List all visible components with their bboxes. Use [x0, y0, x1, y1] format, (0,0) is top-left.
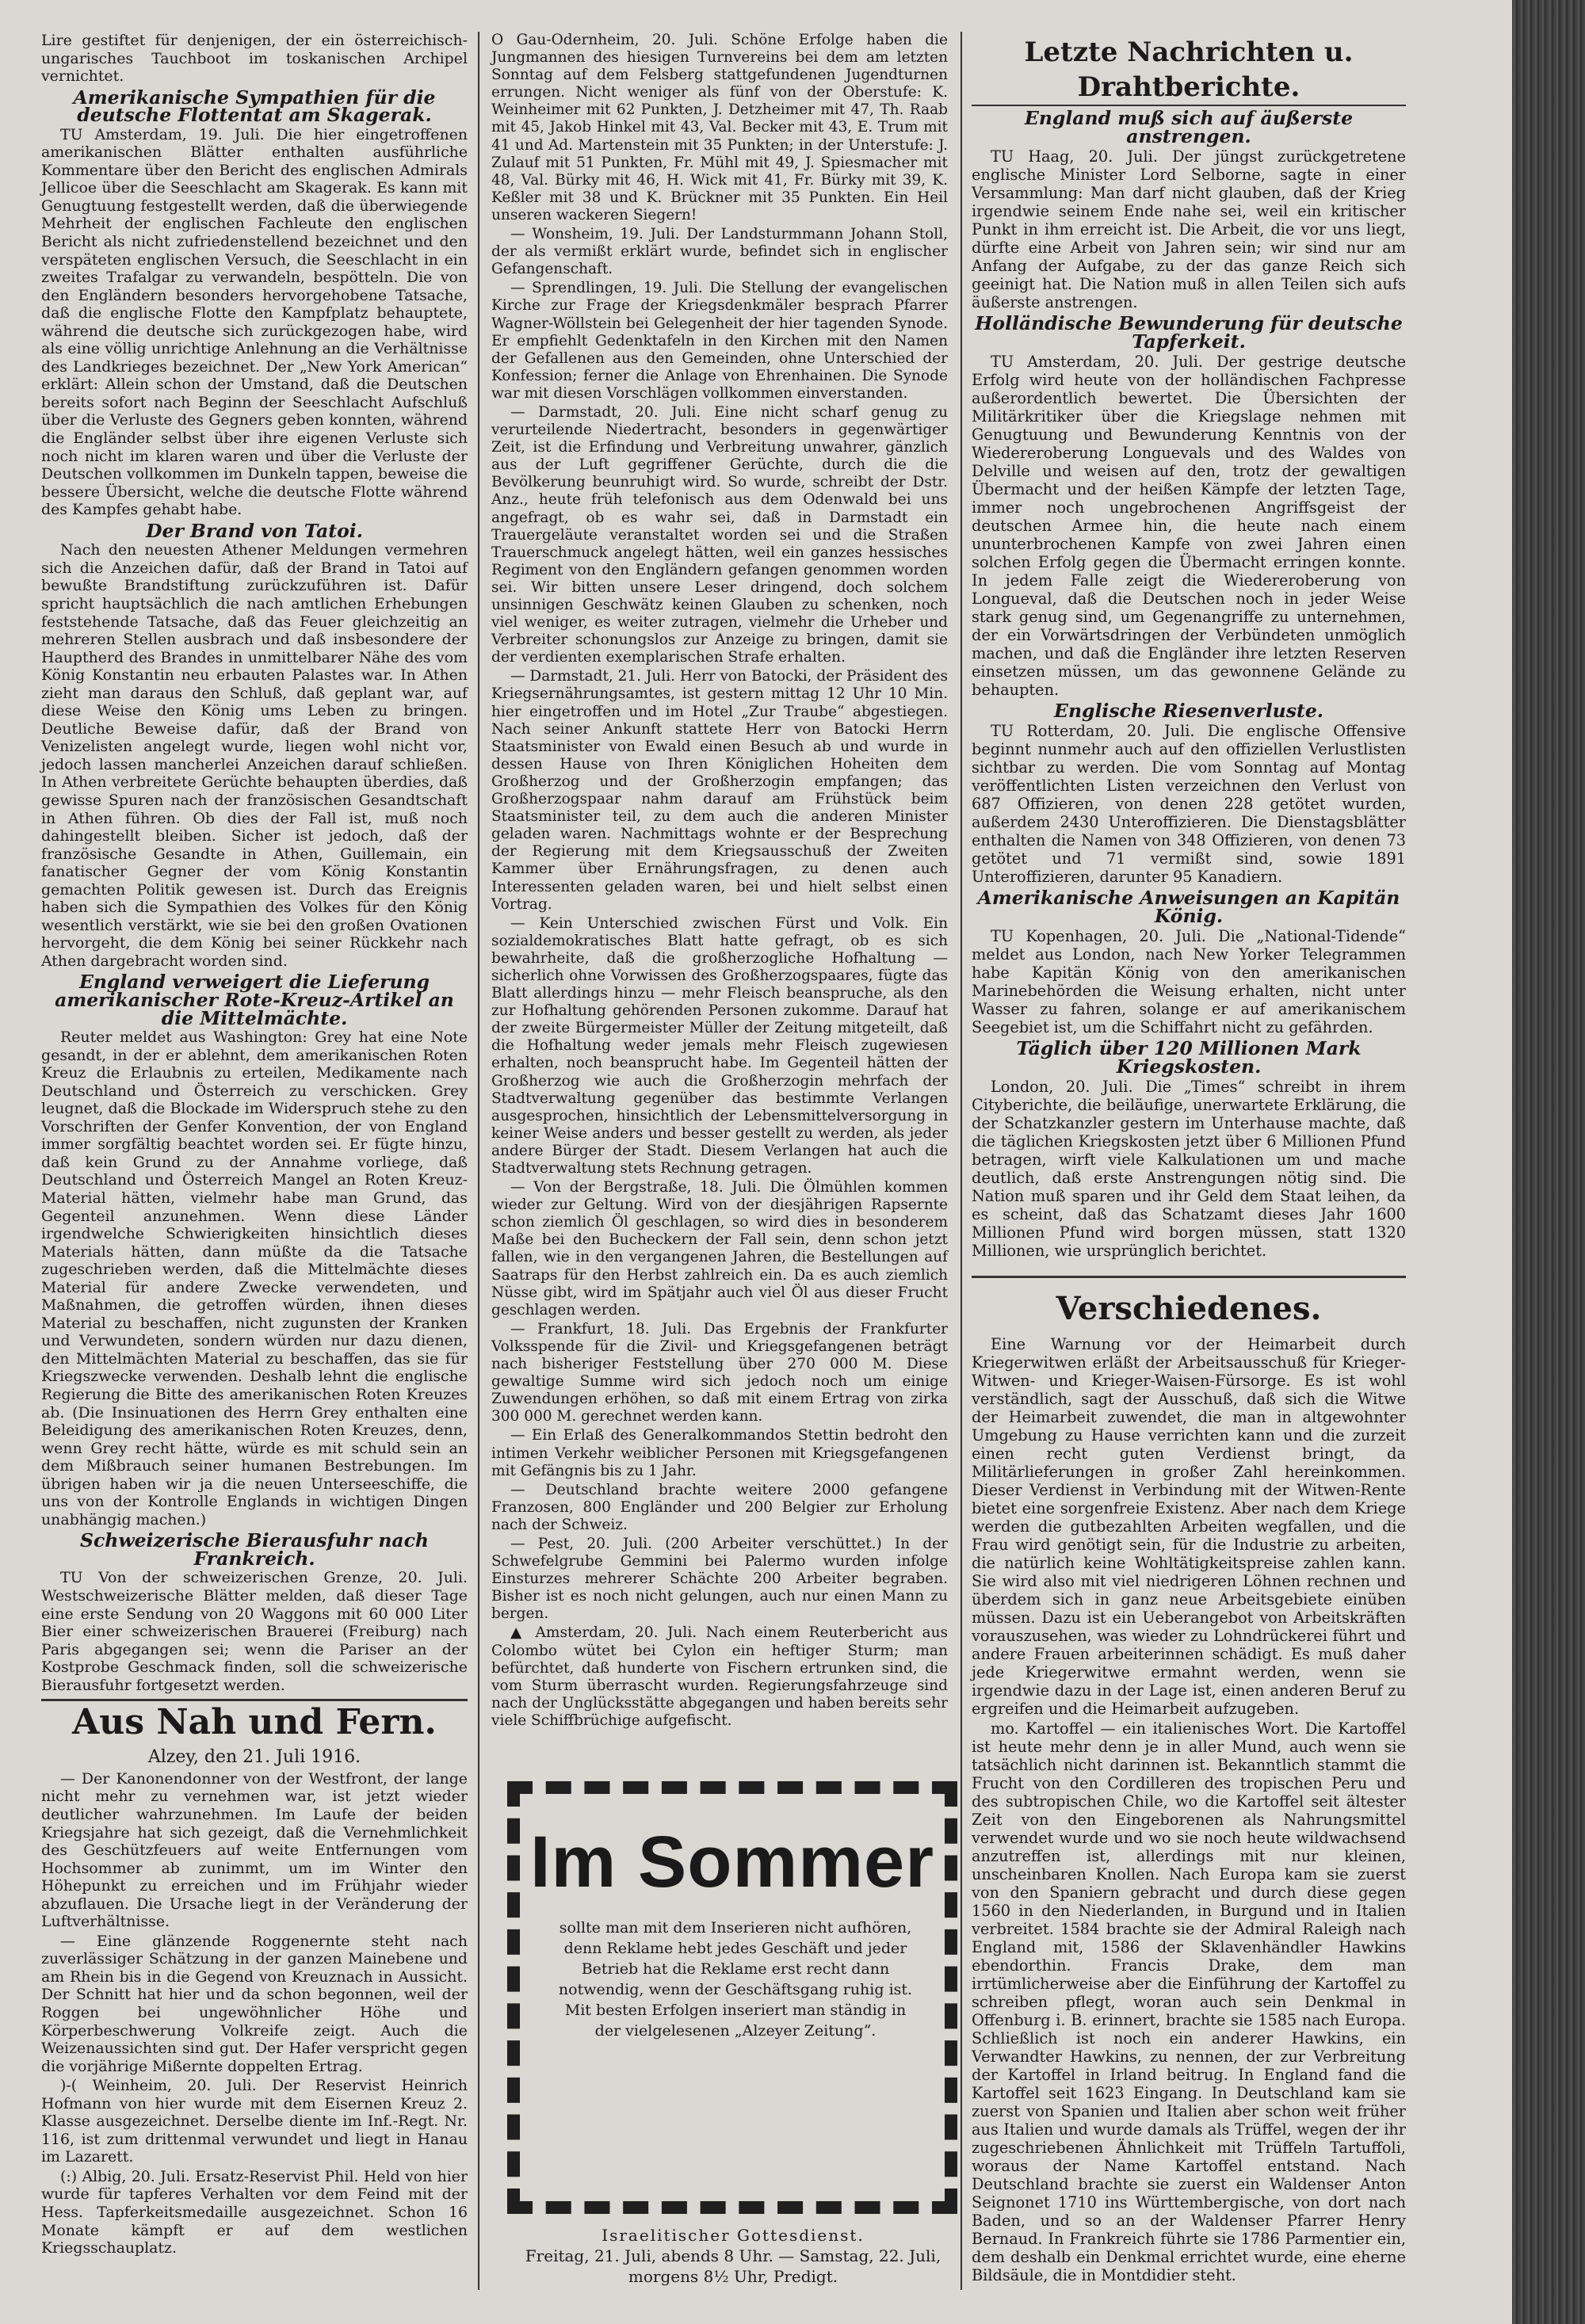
article-text: mo. Kartoffel — ein italienisches Wort. Die Kartoffel ist heute mehr denn je in aller Mund, auch wenn sie tatsächlich nicht darinnen ist. Bekanntlich stammt die Frucht von den Cordilleren des tropischen Peru und des subtropischen Chile, wo die Kartoffel seit ältester Zeit von den Eingeborenen als Nahrungsmittel verwendet wurde und wo sie noch heute wildwachsend anzutreffen ist, allerdings mit nur kleinen, unscheinbaren Knollen. Nach Europa kam sie zuerst von den Spaniern gebracht und durch diese gegen 1560 in den Niederlanden, in Burgund und in Italien verbreitet. 1584 brachte sie der Admiral Raleigh nach England mit, 1586 der Sklavenhändler Hawkins ebendorthin. Francis Drake, dem man irrtümlicherweise aber die Einführung der Kartoffel zu schreiben pflegt, woran auch sein Denkmal in Offenburg i. B. erinnert, brachte sie 1585 nach Europa. Schließlich ist noch ein anderer Hawkins, ein Verwandter Hawkins, zu nennen, der zur Verbreitung der Kartoffel in Irland beitrug. In England fand die Kartoffel seit 1623 Eingang. In Deutschland kam sie zuerst von Spanien und Italien aber schon weit früher aus Italien und wurde damals als Trüffel, wegen der ihr zugeschriebenen Ähnlichkeit mit Trüffeln Tartuffoli, woraus der Name Kartoffel entstand. Nach Deutschland brachte sie zuerst ein Waldenser Anton Seignonet 1710 ins Württembergische, von dort nach Baden, und so an der Waldenser Pfarrer Henry Bernaud. In Frankreich führte sie 1786 Parmentier ein, dem deshalb ein Denkmal errichtet wurde, eine eherne Bildsäule, die in Montdidier steht.: [972, 1719, 1406, 2284]
column-rule: [478, 32, 479, 2290]
article-headline: Der Brand von Tatoi.: [146, 519, 363, 542]
article-headline: Täglich über 120 Millionen Mark Kriegskosten.: [1016, 1037, 1362, 1078]
article-text: — Der Kanonendonner von der Westfront, der lange nicht mehr zu vernehmen war, ist jetzt wieder deutlicher wahrzunehmen. Im Laufe der beiden Kriegsjahre hat sich gezeigt, daß die Vernehmlichkeit des Geschützfeuers auf weite Entfernungen vom Hochsommer ab zunimmt, um im Winter den Höhepunkt zu erreichen und im Frühjahr wieder abzuflauen. Die Ursache liegt in der Veränderung der Luftverhältnisse.: [41, 1769, 468, 1931]
article-headline: Amerikanische Anweisungen an Kapitän König.: [977, 887, 1400, 927]
article-text: TU Von der schweizerischen Grenze, 20. Juli. Westschweizerische Blätter melden, daß dieser Tage eine erste Sendung von 20 Waggons mit 60 000 Liter Bier einer schweizerischen Brauerei (Freiburg) nach Paris abgegangen sei; wenn die Pariser an der Kostprobe Geschmack finden, soll die schweizerische Bierausfuhr fortgesetzt werden.: [41, 1569, 468, 1694]
article-text: (:) Albig, 20. Juli. Ersatz-Reservist Phil. Held von hier wurde für tapferes Verhalten vor dem Feind mit der Hess. Tapferkeitsmedaille ausgezeichnet. Schon 16 Monate kämpft er auf dem westlichen Kriegsschauplatz.: [41, 2167, 468, 2257]
article-headline: Holländische Bewunderung für deutsche Tapferkeit.: [975, 312, 1403, 353]
article-text: Lire gestiftet für denjenigen, der ein österreichisch-ungarisches Tauchboot im toskanischen Archipel vernichtet.: [41, 32, 468, 86]
article-text: London, 20. Juli. Die „Times“ schreibt in ihrem Cityberichte, die beiläufige, unerwartete Erklärung, die der Schatzkanzler gestern im Unterhause machte, daß die täglichen Kriegskosten jetzt über 6 Millionen Pfund betragen, wirft viele Kalkulationen um und mache deutlich, daß erste Anstrengungen nötig sind. Die Nation muß sparen und ihr Geld dem Staat leihen, da es scheint, daß das Schatzamt dieses Jahr 1600 Millionen Pfund wird borgen müssen, statt 1320 Millionen, wie ursprünglich berichtet.: [972, 1078, 1406, 1260]
article-text: — Kein Unterschied zwischen Fürst und Volk. Ein sozialdemokratisches Blatt hatte gefragt, ob es sich bewahrheite, daß die großherzogliche Hofhaltung — sicherlich ohne Vorwissen des Großherzogspaares, fügte das Blatt allerdings hinzu — mehr Fleisch beanspruche, als den zur Hofhaltung gehörenden Personen zukomme. Darauf hat der zweite Bürgermeister Müller der Zeitung mitgeteilt, daß die Hofhaltung weder jemals mehr Fleisch zugewiesen erhalten, noch beansprucht habe. Im Gegenteil hätten der Großherzog wie auch die Großherzogin mehrfach der Stadtverwaltung gegenüber das bestimmte Verlangen ausgesprochen, hinsichtlich der Lebensmittelversorgung in keiner Weise anders und besser gestellt zu werden, als jeder andere Bürger der Stadt. Diesem Verlangen hat auch die Stadtverwaltung stets Rechnung getragen.: [491, 914, 948, 1177]
section-title: Aus Nah und Fern.: [41, 1699, 468, 1744]
article-text: TU Amsterdam, 20. Juli. Der gestrige deutsche Erfolg wird heute von der holländischen Fachpresse außerordentlich bewertet. Die Übersichten der Militärkritiker über die Kriegslage nehmen mit Genugtuung und Bewunderung Kenntnis von der Wiedereroberung Longuevals und des Waldes von Delville und weisen auf den, trotz der gewaltigen Übermacht und der heißen Kämpfe der letzten Tage, immer noch ungebrochenen Angriffsgeist der deutschen Armee hin, die heute nach einem ununterbrochenen Kampfe von zwei Jahren einen solchen Erfolg gegen die Übermacht erringen konnte. In jedem Falle zeigt die Wiedereroberung von Longueval, daß die Deutschen noch in jeder Weise stark genug sind, um Gegenangriffe zu unternehmen, der ein Vorwärtsdringen der Verbündeten unmöglich machen, und daß die Engländer ihre letzten Reserven einsetzen müssen, um das gewonnene Gelände zu behaupten.: [972, 353, 1406, 699]
article-headline: Schweizerische Bierausfuhr nach Frankreich.: [79, 1529, 430, 1570]
article-text: — Sprendlingen, 19. Juli. Die Stellung der evangelischen Kirche zur Frage der Kriegsdenkmäler besprach Pfarrer Wagner-Wöllstein bei Gelegenheit der hier tagenden Synode. Er empfiehlt Gedenktafeln in den Kirchen mit den Namen der Gefallenen aus den Gemeinden, ohne Unterschied der Konfession; ferner die Anlage von Ehrenhainen. Die Synode war mit diesen Vorschlägen vollkommen einverstanden.: [491, 280, 948, 402]
article-text: TU Amsterdam, 19. Juli. Die hier eingetroffenen amerikanischen Blätter enthalten ausführliche Kommentare über den Bericht des englischen Admirals Jellicoe über die Seeschlacht am Skagerak. Es kann mit Genugtuung festgestellt werden, daß die überwiegende Mehrheit der englischen Fachleute den englischen Bericht als nicht zufriedenstellend bezeichnet und den verspäteten englischen Versuch, die Seeschlacht in ein zweites Trafalgar zu verwandeln, bespötteln. Die von den Engländern besonders hervorgehobene Tatsache, daß die englische Flotte den Kampfplatz behauptete, während die deutsche sich zurückgezogen habe, wird als eine völlig unrichtige Anlehnung an die Verhältnisse des Landkrieges bezeichnet. Der „New York American“ erklärt: Allein schon der Umstand, daß die Deutschen bereits sofort nach Beginn der Seeschlacht Aufschluß über die Verluste des Gegners geben konnten, während die Engländer selbst über ihre eigenen Verluste sich noch nicht im klaren waren und über die Verluste der Deutschen vollkommen im Dunkeln tappen, beweise die bessere Übersicht, welche die deutsche Flotte während des Kampfes gehabt habe.: [41, 125, 468, 519]
article-headline: England muß sich auf äußerste anstrengen.: [1024, 107, 1354, 147]
article-headline: Amerikanische Sympathien für die deutsche Flottentat am Skagerak.: [73, 86, 436, 127]
article-text: — Deutschland brachte weitere 2000 gefangene Franzosen, 800 Engländer und 200 Belgier zur Erholung nach der Schweiz.: [491, 1481, 948, 1533]
article-text: — Darmstadt, 20. Juli. Eine nicht scharf genug zu verurteilende Niedertracht, besonders in gegenwärtiger Zeit, ist die Erfindung und Verbreitung unwahrer, gänzlich aus der Luft gegriffener Gerüchte, durch die die Bevölkerung beunruhigt wird. So wurde, schreibt der Dstr. Anz., heute früh telefonisch aus dem Odenwald bei uns angefragt, ob es wahr sei, daß in Darmstadt ein Trauergeläute veranstaltet worden sei und die Straßen Trauerschmuck angelegt hätten, weil ein ganzes hessisches Regiment von den Engländern gefangen genommen worden sei. Wir bitten unsere Leser dringend, doch solchem unsinnigen Geschwätz keinen Glauben zu schenken, noch viel weniger, es weiter zutragen, vielmehr die Urheber und Verbreiter schonungslos zur Anzeige zu bringen, damit sie der verdienten exemplarischen Strafe erhalten.: [491, 403, 948, 666]
article-text: Nach den neuesten Athener Meldungen vermehren sich die Anzeichen dafür, daß der Brand in Tatoi auf bewußte Brandstiftung zurückzuführen ist. Dafür spricht hauptsächlich die nach amtlichen Erhebungen feststehende Tatsache, daß das Feuer gleichzeitig an mehreren Stellen ausbrach und daß insbesondere der Hauptherd des Brandes in unmittelbarer Nähe des vom König Konstantin neu erbauten Palastes war. In Athen zieht man daraus den Schluß, daß geplant war, auf diese Weise den König ums Leben zu bringen. Deutliche Beweise dafür, daß der Brand von Venizelisten angelegt wurde, liegen wohl nicht vor, jedoch lassen mancherlei Anzeichen darauf schließen. In Athen verbreitete Gerüchte behaupten überdies, daß gewisse Spuren nach der französischen Gesandtschaft in Athen führen. Ob dies der Fall ist, muß noch dahingestellt bleiben. Sicher ist jedoch, daß der französische Gesandte in Athen, Guillemain, ein fanatischer Gegner der vom König Konstantin gemachten Politik gewesen ist. Durch das Ereignis haben sich die Sympathien des Volkes für den König wesentlich verstärkt, wie sie bei den großen Ovationen hervorgeht, die dem König bei seiner Rückkehr nach Athen dargebracht worden sind.: [41, 541, 468, 970]
article-text: — Darmstadt, 21. Juli. Herr von Batocki, der Präsident des Kriegsernährungsamtes, ist gestern mittag 12 Uhr 10 Min. hier eingetroffen und im Hotel „Zur Traube“ abgestiegen. Nach seiner Ankunft stattete Herr von Batocki Herrn Staatsminister von Ewald einen Besuch ab und wurde in dessen Hause von Ihren Königlichen Hoheiten dem Großherzog und der Großherzogin empfangen; das Großherzogspaar nahm darauf am Frühstück beim Staatsminister teil, zu dem auch die anderen Minister geladen waren. Nachmittags wohnte er der Besprechung der Regierung mit dem Kriegsausschuß der Zweiten Kammer über Ernährungsfragen, zu denen auch Interessenten geladen waren, bei und hielt selbst einen Vortrag.: [491, 668, 948, 913]
dateline: Alzey, den 21. Juli 1916.: [147, 1747, 361, 1768]
article-text: — Frankfurt, 18. Juli. Das Ergebnis der Frankfurter Volksspende für die Zivil- und Kriegsgefangenen beträgt nach bisheriger Feststellung über 270 000 M. Diese gewaltige Summe wird sich jedoch noch um einige Zuwendungen erhöhen, so daß mit einem Ertrag von zirka 300 000 M. gerechnet werden kann.: [491, 1320, 948, 1425]
advertisement-title: Im Sommer: [529, 1822, 935, 1902]
section-title: Letzte Nachrichten u. Drahtberichte.: [972, 35, 1406, 106]
article-text: — Wonsheim, 19. Juli. Der Landsturmmann Johann Stoll, der als vermißt erklärt wurde, befindet sich in englischer Gefangenschaft.: [491, 226, 948, 278]
article-text: O Gau-Odernheim, 20. Juli. Schöne Erfolge haben die Jungmannen des hiesigen Turnvereins bei dem am letzten Sonntag auf dem Felsberg stattgefundenen Jugendturnen errungen. Nicht weniger als fünf von der Oberstufe: K. Weinheimer mit 62 Punkten, J. Detzheimer mit 47, Th. Raab mit 45, Jakob Hinkel mit 43, Val. Becker mit 43, E. Trum mit 41 und Ad. Martenstein mit 35 Punkten; in der Unterstufe: J. Zulauf mit 51 Punkten, Fr. Mühl mit 49, J. Spiesmacher mit 48, Val. Bürky mit 46, H. Wick mit 41, Fr. Bürky mit 39, K. Keßler mit 38 und K. Brückner mit 35 Punkten. Ein Heil unseren wackeren Siegern!: [491, 32, 948, 223]
notice-title: Israelitischer Gottesdienst.: [602, 2226, 865, 2245]
article-text: TU Rotterdam, 20. Juli. Die englische Offensive beginnt nunmehr auch auf den offiziellen Verlustlisten sichtbar zu werden. Die vom Sonntag auf Montag veröffentlichten Listen verzeichnen den Verlust von 687 Offizieren, von denen 228 getötet wurden, außerdem 2430 Unteroffizieren. Die Dienstagsblätter enthalten die Namen von 348 Offizieren, von denen 73 getötet und 71 vermißt sind, sowie 1891 Unteroffizieren, darunter 95 Kanadiern.: [972, 722, 1406, 886]
article-text: — Ein Erlaß des Generalkommandos Stettin bedroht den intimen Verkehr weiblicher Personen mit Kriegsgefangenen mit Gefängnis bis zu 1 Jahr.: [491, 1427, 948, 1479]
section-title: Verschiedenes.: [972, 1276, 1406, 1329]
article-text: — Pest, 20. Juli. (200 Arbeiter verschüttet.) In der Schwefelgrube Gemmini bei Palermo wurden infolge Einsturzes mehrerer Schächte 200 Arbeiter begraben. Bisher ist es noch nicht gelungen, auch nur einen Mann zu bergen.: [491, 1535, 948, 1623]
article-text: TU Kopenhagen, 20. Juli. Die „National-Tidende“ meldet aus London, nach New Yorker Telegrammen habe Kapitän König von den amerikanischen Marinebehörden die Weisung erhalten, nicht unter Wasser zu fahren, solange er auf amerikanischem Seegebiet ist, um die Schiffahrt nicht zu gefährden.: [972, 927, 1406, 1036]
column-middle: [491, 32, 948, 1731]
article-text: Eine Warnung vor der Heimarbeit durch Kriegerwitwen erläßt der Arbeitsausschuß für Krieger-Witwen- und Krieger-Waisen-Fürsorge. Es ist wohl verständlich, sagt der Ausschuß, daß sich die Witwe der Heimarbeit zuwendet, die man in altgewohnter Umgebung zu Hause verrichten kann und die zurzeit einen recht guten Verdienst bringt, da Militärlieferungen in großer Zahl hereinkommen. Dieser Verdienst in Verbindung mit der Witwen-Rente bietet eine sorgenfreie Existenz. Aber nach dem Kriege werden die gutbezahlten Arbeiten wegfallen, und die Frau wird genötigt sein, für die Industrie zu arbeiten, die natürlich keine Wohltätigkeitspreise zahlen kann. Sie wird also mit viel niedrigeren Löhnen rechnen und überdem sich in ganz neue Arbeitsgebiete einüben müssen. Dazu ist ein Ueberangebot von Arbeitskräften vorauszusehen, was wieder zu Lohndrückerei führt und andere Frauen arbeiterinnen schädigt. Es muß daher jede Kriegerwitwe ermahnt werden, wenn sie irgendwie dazu in der Lage ist, einen anderen Beruf zu ergreifen und die Heimarbeit aufzugeben.: [972, 1335, 1406, 1718]
service-notice: [507, 2225, 959, 2287]
advertisement-text: sollte man mit dem Inserieren nicht aufhören, denn Reklame hebt jedes Geschäft und jeder Betrieb hat die Reklame erst recht dann notwendig, wenn der Geschäftsgang ruhig ist. Mit besten Erfolgen inseriert man ständig in der vielgelesenen „Alzeyer Zeitung“.: [558, 1919, 913, 2040]
article-text: ▲ Amsterdam, 20. Juli. Nach einem Reuterbericht aus Colombo wütet bei Cylon ein heftiger Sturm; man befürchtet, daß hunderte von Fischern ertrunken sind, die vom Sturm überrascht wurden. Regierungsfahrzeuge sind nach der Unglücksstätte abgegangen und haben bereits sehr viele Schiffbrüchige aufgefischt.: [491, 1624, 948, 1729]
article-text: )-( Weinheim, 20. Juli. Der Reservist Heinrich Hofmann von hier wurde mit dem Eisernen Kreuz 2. Klasse ausgezeichnet. Derselbe diente im Inf.-Regt. Nr. 116, ist zum drittenmal verwundet und liegt in Hanau im Lazarett.: [41, 2077, 468, 2166]
article-text: Reuter meldet aus Washington: Grey hat eine Note gesandt, in der er ablehnt, dem amerikanischen Roten Kreuz die Erlaubnis zu erteilen, Medikamente nach Deutschland und Österreich zu verschicken. Grey leugnet, daß die Blockade im Widerspruch stehe zu den Vorschriften der Genfer Konvention, der von England immer sorgfältig beachtet worden sei. Er fügte hinzu, daß kein Grund zu der Annahme vorliege, daß Deutschland und Österreich Mangel an Roten Kreuz-Material hätten, vielmehr habe man Grund, das Gegenteil anzunehmen. Wenn diese Länder irgendwelche Schwierigkeiten hinsichtlich dieses Materials hätten, dann müßte da die Tatsache zugeschrieben werden, daß die Mittelmächte dieses Material für andere Zwecke verwendeten, und Maßnahmen, die getroffen würden, ihnen dieses Material zu beschaffen, nicht zugunsten der Kranken und Verwundeten, sondern würden nur dazu dienen, den Mittelmächten Material zu beschaffen, das sie für Kriegszwecke verwenden. Deshalb lehnt die englische Regierung die Bitte des amerikanischen Roten Kreuzes ab. (Die Insinuationen des Herrn Grey enthalten eine Beleidigung des amerikanischen Roten Kreuzes, denn, wenn Grey recht hätte, würde es mit schuld sein an dem Mißbrauch seiner humanen Bestrebungen. Im übrigen haben wir ja die neuen Unterseeschiffe, die uns von der Kontrolle Englands in wichtigen Dingen unabhängig machen.): [41, 1028, 468, 1528]
column-rule: [961, 32, 962, 2290]
article-headline: Englische Riesenverluste.: [1054, 700, 1323, 722]
column-left: [41, 32, 468, 2259]
notice-text: Freitag, 21. Juli, abends 8 Uhr. — Samstag, 22. Juli, morgens 8½ Uhr, Predigt.: [525, 2246, 941, 2286]
article-text: — Eine glänzende Roggenernte steht nach zuverlässiger Schätzung in der ganzen Mainebene und am Rhein bis in die Gegend von Kreuznach in Aussicht. Der Schnitt hat hier und da schon begonnen, weil der Roggen bei ungewöhnlicher Höhe und Körperbeschwerung Volkreife zeigt. Auch die Weizenaussichten sind gut. Der Hafer verspricht gegen die vorjährige Mißernte doppelten Ertrag.: [41, 1932, 468, 2075]
column-right: [972, 32, 1406, 2286]
article-text: TU Haag, 20. Juli. Der jüngst zurückgetretene englische Minister Lord Selborne, sagte in einer Versammlung: Man darf nicht glauben, daß der Krieg irgendwie seinem Ende nahe sei, weil ein kritischer Punkt in ihm erreicht ist. Die Arbeit, die vor uns liegt, dürfte eine Arbeit von Jahren sein; wir sind nur am Anfang der Aufgabe, zu der das ganze Reich sich geeinigt hat. Die Nation muß in allen Teilen sich aufs äußerste anstrengen.: [972, 147, 1406, 311]
book-page-edges: [1512, 0, 1585, 2324]
article-text: — Von der Bergstraße, 18. Juli. Die Ölmühlen kommen wieder zur Geltung. Wird von der diesjährigen Rapsernte schon ziemlich Öl geschlagen, so wird dies in besonderem Maße bei den Bucheckern der Fall sein, denn schon jetzt fallen, wie in den vergangenen Jahren, die Bestellungen auf Saatraps für den Herbst zahlreich ein. Da es auch ziemlich Nüsse gibt, wird im Spätjahr auch viel Öl aus dieser Frucht geschlagen werden.: [491, 1179, 948, 1318]
article-headline: England verweigert die Lieferung amerikanischer Rote-Kreuz-Artikel an die Mittelmächte.: [55, 971, 454, 1029]
